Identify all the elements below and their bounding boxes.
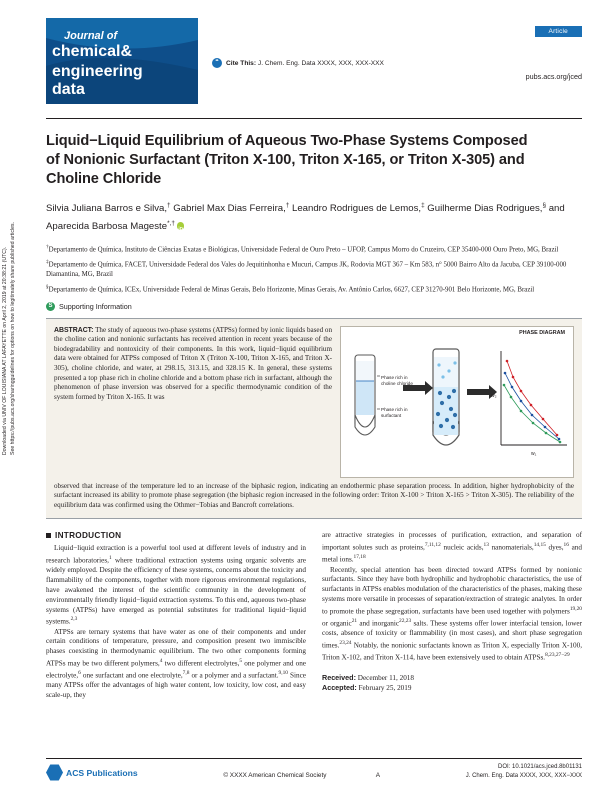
abstract-body-part2: observed that increase of the temperature led to an increase of the biphasic region, indicating an endothermic phase separation process. In addition, higher hydrophobicity of the surfactant increased its ability to promote phase segregation (the biphasic region increased in the following order: Triton X-100 > Triton X-165 > Triton X-305). The reliability of the equilibrium data was confirmed using the Othmer−Tobias and Bancroft correlations. [54,481,574,509]
received-label: Received: [322,673,356,683]
affiliations [46,243,580,294]
svg-text:engineering: engineering [52,63,143,80]
svg-text:data: data [52,81,85,98]
header-divider [46,118,582,119]
page-header [24,0,600,118]
svg-text:Phase rich in: Phase rich in [381,406,408,412]
copyright-text: © XXXX American Chemical Society [223,772,327,779]
abstract-label: ABSTRACT: [54,326,94,334]
acs-hexagon-icon [46,764,63,781]
svg-text:choline chloride: choline chloride [381,380,413,386]
acs-publications-label: ACS Publications [66,767,138,778]
abstract-top-row [54,326,574,478]
quote-icon: “ [212,58,222,68]
abstract-box [46,318,582,520]
abstract-body-part1: The study of aqueous two-phase systems (ATPSs) formed by ionic liquids based on the choline cation and nonionic surfactants has received attention in recent years because of the biodegradability and nontoxicity of their components. In this work, liquid−liquid equilibrium data were obtained for ATPSs composed of Triton X (Triton X-100, Triton X-165, and Triton X-305), choline chloride, and water, at 298.15, 313.15, and 328.15 K. In general, these systems presented a top phase rich in choline chloride and a bottom phase rich in surfactant, although the phenomenon of phase inversion was observed for a specific thermodynamic condition of the system formed by Triton X-165. It was [54,325,332,401]
supporting-info-icon: S [46,302,55,311]
page-number: A [375,772,381,779]
journal-logo-art [46,18,198,104]
supporting-information-label: Supporting Information [59,301,132,311]
journal-url[interactable]: pubs.acs.org/jced [525,72,582,81]
author-list [46,199,570,234]
received-date: December 11, 2018 [357,674,414,683]
accepted-label: Accepted: [322,683,357,693]
affiliation-3: §Departamento de Química, ICEx, Universidade Federal de Minas Gerais, Belo Horizonte, Minas Gerais, Av. Antônio Carlos, 6627, CEP 31270-901 Belo Horizonte, MG, Brazil [46,283,535,294]
header-right [526,20,582,81]
section-heading-introduction [46,531,306,540]
article-type-badge: Article [535,26,582,37]
svg-text:w₂: w₂ [491,392,497,399]
footer-right [466,763,582,781]
svg-text:Phase rich in: Phase rich in [381,374,408,380]
page-title: Liquid−Liquid Equilibrium of Aqueous Two-Phase Systems Composed of Nonionic Surfactant (Triton X-100, Triton X-165, or Triton X-305) and Choline Chloride [46,133,528,187]
paragraph: Liquid−liquid extraction is a powerful tool used at different levels of industry and in research laboratories,$^1$ where traditional extraction systems using organic solvents are widely employed. Despite the efficiency of these systems, concerns about the toxicity and flammability of the components, together with more rigorous environmental regulations, have awakened the interest of the scientific community in the development of environmentally friendly liquid−liquid extraction systems. To this end, aqueous two-phase systems (ATPSs) have emerged as potential substitutes for traditional liquid−liquid systems.$^{2,3}$ [46,544,306,626]
paragraph: are attractive strategies in processes of purification, extraction, and separation of important solutes such as proteins,$^{7,11,12}$ nucleic acids,$^{13}$ nanomaterials,$^{14,15}$ dyes,$^{16}$ and metal ions.$^{17,18}$ [322,531,582,564]
graphical-abstract-figure [340,326,574,478]
abstract-text [54,326,332,478]
section-heading-label: INTRODUCTION [55,531,122,541]
svg-text:Journal of: Journal of [64,30,118,42]
page-footer [46,763,582,781]
affiliation-1: †Departamento de Química, Instituto de Ciências Exatas e Biológicas, Universidade Federal de Ouro Preto – UFOP, Campus Morro do Cruzeiro, CEP 35400-000 Ouro Preto, MG, Brazil [46,244,559,254]
received-accepted-block [322,673,582,693]
paragraph: ATPSs are ternary systems that have water as one of their components and under certain conditions of temperature, pressure, and composition present two immiscible phases coexisting in thermodynamic equilibrium. The two other components forming ATPSs may be two different polymers,$^4$ two different electrolytes,$^5$ one polymer and one electrolyte,$^6$ one surfactant and one electrolyte,$^{7,8}$ or a polymer and a surfactant.$^{9,10}$ Since many ATPSs offer the advantages of high water content, low toxicity, low cost, and easy scale-up, they [46,627,306,700]
acs-publications-logo[interactable] [46,764,138,781]
column-right [322,531,582,701]
author-names: Silvia Juliana Barros e Silva,† Gabriel Max Dias Ferreira,† Leandro Rodrigues de Lemos,‡ Guilherme Dias Rodrigues,§ and Aparecida Barbosa Mageste*,† [46,202,565,232]
accepted-date: February 25, 2019 [358,684,412,693]
download-side-note: Downloaded via UNIV OF LOUISIANA AT LAFAYETTE on April 2, 2019 at 20:38:21 (UTC). See https://pubs.acs.org/sharingguidelines for options on how to legitimately share published articles. [2,221,16,455]
footer-divider [46,758,582,759]
cite-this-label: Cite This: J. Chem. Eng. Data XXXX, XXX, XXX-XXX [226,59,384,67]
footer-citation: J. Chem. Eng. Data XXXX, XXX, XXX−XXX [465,772,582,779]
affiliation-2: ‡Departamento de Química, FACET, Universidade Federal dos Vales do Jequitinhonha e Mucuri, Campus JK, Rodovia MGT 367 – Km 583, n° 5000 Bairro Alto da Jacuba, CEP 39100-000 Diamantina, MG, Brazil [46,259,567,279]
figure-title: PHASE DIAGRAM [519,329,565,336]
supporting-information-link[interactable] [46,302,600,311]
orcid-icon[interactable] [177,222,185,230]
article-page [24,0,600,789]
paragraph: Recently, special attention has been directed toward ATPSs formed by nonionic surfactants. Since they have both hydrophilic and hydrophobic characteristics, the use of surfactants in ATPSs enables modulation of the characteristics of the phases, making these systems more versatile in processes of separation/extraction of strategic analytes. In order to promote the phase segregation, surfactants have been used together with polymers$^{19,20}$ or organic$^{21}$ and inorganic$^{22,23}$ salts. These systems offer lower interfacial tension, lower costs, absence of toxicity or flammability (in most cases), and short phase segregation times.$^{23,24}$ Notably, the nonionic surfactants known as Triton X, especially Triton X-100, Triton X-102, and Triton X-114, have been extensively used to obtain ATPSs.$^{8,23,27-29}$ [322,565,582,662]
svg-text:chemical&: chemical& [52,43,133,60]
column-left [46,531,306,701]
cite-this-value: J. Chem. Eng. Data XXXX, XXX, XXX-XXX [257,59,384,67]
svg-text:w₁: w₁ [531,450,537,457]
journal-logo [46,18,198,104]
cite-this-block[interactable] [212,58,384,68]
section-bullet-icon [46,533,51,538]
doi-text[interactable]: DOI: 10.1021/acs.jced.8b01131 [498,764,582,771]
footer-center [138,772,466,781]
article-body [46,531,582,701]
svg-text:surfactant: surfactant [381,412,402,418]
graphical-abstract-art [341,327,573,479]
